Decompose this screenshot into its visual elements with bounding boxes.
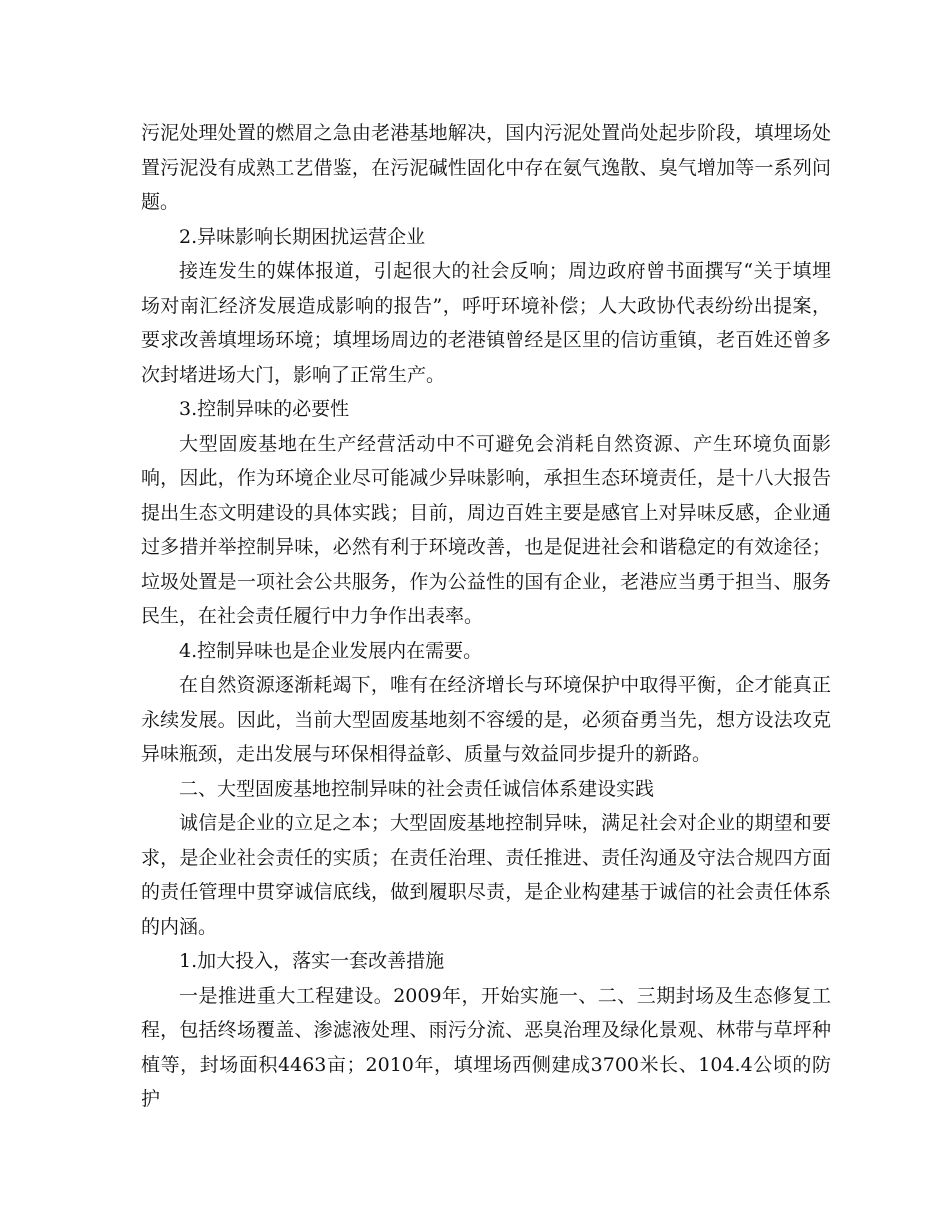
- document-body: [141, 116, 831, 1117]
- heading-increase-investment: 1.加大投入，落实一套改善措施: [179, 950, 445, 972]
- paragraph-integrity: 诚信是企业的立足之本；大型固废基地控制异味，满足社会对企业的期望和要求，是企业社会责任的实质；在责任治理、责任推进、责任沟通及守法合规四方面的责任管理中贯穿诚信底线，做到履职尽责，是企业构建基于诚信的社会责任体系的内涵。: [141, 812, 831, 938]
- heading-odor-control-necessity: 3.控制异味的必要性: [179, 398, 350, 420]
- paragraph-environmental-responsibility: 大型固废基地在生产经营活动中不可避免会消耗自然资源、产生环境负面影响，因此，作为环境企业尽可能减少异味影响，承担生态环境责任，是十八大报告提出生态文明建设的具体实践；目前，周边百姓主要是感官上对异味反感，企业通过多措并举控制异味，必然有利于环境改善，也是促进社会和谐稳定的有效途径；垃圾处置是一项社会公共服务，作为公益性的国有企业，老港应当勇于担当、服务民生，在社会责任履行中力争作出表率。: [141, 432, 831, 627]
- paragraph-sludge-disposal: 污泥处理处置的燃眉之急由老港基地解决，国内污泥处置尚处起步阶段，填埋场处置污泥没有成熟工艺借鉴，在污泥碱性固化中存在氨气逸散、臭气增加等一系列问题。: [141, 122, 831, 213]
- paragraph-media-reports: 接连发生的媒体报道，引起很大的社会反响；周边政府曾书面撰写“关于填埋场对南汇经济发展造成影响的报告”，呼吁环境补偿；人大政协代表纷纷出提案，要求改善填埋场环境；填埋场周边的老港镇曾经是区里的信访重镇，老百姓还曾多次封堵进场大门，影响了正常生产。: [141, 260, 831, 386]
- heading-odor-impact: 2.异味影响长期困扰运营企业: [179, 225, 426, 248]
- paragraph-sustainable-development: 在自然资源逐渐耗竭下，唯有在经济增长与环境保护中取得平衡，企才能真正永续发展。因此，当前大型固废基地刻不容缓的是，必须奋勇当先，想方设法攻克异味瓶颈，走出发展与环保相得益彰、质量与效益同步提升的新路。: [141, 674, 831, 765]
- heading-section-two: 二、大型固废基地控制异味的社会责任诚信体系建设实践: [179, 777, 655, 800]
- heading-internal-need: 4.控制异味也是企业发展内在需要。: [179, 639, 483, 662]
- paragraph-major-projects: 一是推进重大工程建设。2009年，开始实施一、二、三期封场及生态修复工程，包括终场覆盖、渗滤液处理、雨污分流、恶臭治理及绿化景观、林带与草坪种植等，封场面积4463亩；2010年，填埋场西侧建成3700米长、104.4公顷的防护: [141, 984, 831, 1110]
